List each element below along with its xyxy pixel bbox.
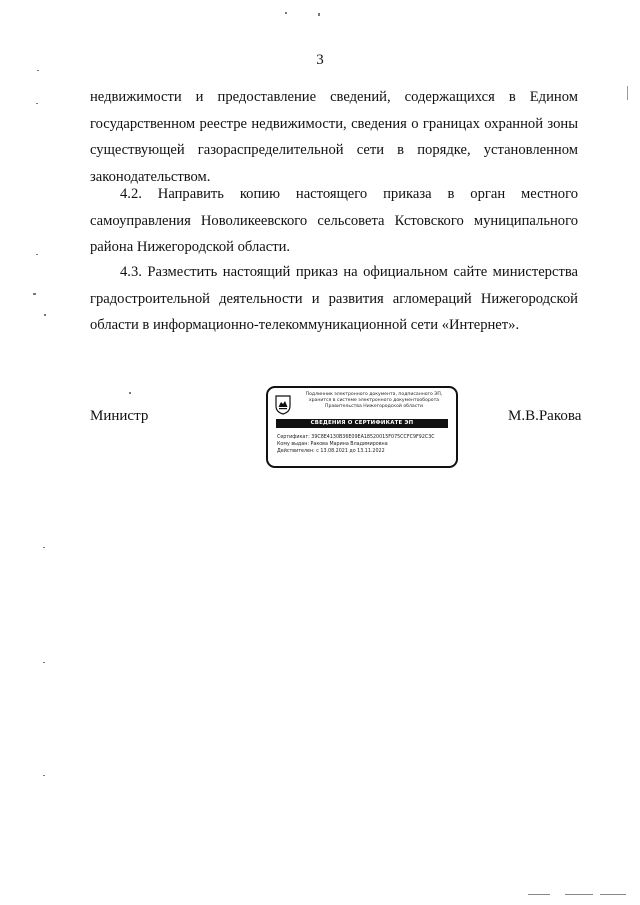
issued-to-row — [277, 442, 388, 448]
text-line: государственном реестре недвижимости, сведения о границах охранной зоны — [90, 115, 578, 132]
text-line: района Нижегородской области. — [90, 239, 291, 255]
certificate-row — [277, 435, 435, 441]
scan-speck — [129, 392, 131, 394]
issued-to-label: Кому выдан: — [277, 442, 309, 447]
text-line: самоуправления Новоликеевского сельсовета Кстовского муниципального — [90, 212, 578, 229]
stamp-header-line: Подлинник электронного документа, подписанного ЭП, — [305, 392, 443, 397]
scan-speck — [285, 12, 287, 14]
scan-speck — [43, 662, 45, 663]
signatory-name: М.В.Ракова — [508, 408, 582, 424]
scan-speck — [43, 775, 45, 776]
issued-to-value: Ракова Марина Владимировна — [310, 442, 388, 447]
scan-edge-line — [565, 894, 593, 895]
paragraph-4-3 — [90, 259, 578, 339]
certificate-label: Сертификат: — [277, 435, 310, 440]
validity-value: с 13.08.2021 до 13.11.2022 — [316, 449, 385, 454]
scan-speck — [36, 254, 38, 255]
validity-label: Действителен: — [277, 449, 315, 454]
text-line: существующей газораспределительной сети в порядке, установленном — [90, 142, 578, 158]
text-line: градостроительной деятельности и развития агломераций Нижегородской — [90, 290, 578, 307]
certificate-info-bar: СВЕДЕНИЯ О СЕРТИФИКАТЕ ЭП — [276, 419, 448, 428]
text-line: области в информационно-телекоммуникационной сети «Интернет». — [90, 317, 520, 333]
coat-of-arms-icon — [275, 395, 291, 415]
page-number: 3 — [316, 52, 324, 68]
stamp-header-line: Правительства Нижегородской области — [325, 404, 423, 410]
text-line: 4.2. Направить копию настоящего приказа в орган местного — [120, 186, 578, 202]
scan-edge-line — [528, 894, 550, 895]
scan-speck — [36, 103, 38, 104]
text-line: законодательством. — [90, 168, 211, 185]
paragraph-continuation — [90, 84, 578, 190]
scan-speck — [44, 314, 46, 316]
stamp-header-line: хранится в системе электронного документооборота — [308, 398, 440, 404]
validity-row — [277, 449, 385, 455]
signatory-title: Министр — [90, 408, 149, 424]
certificate-value: 39C8E4130B36E09EA18520015F075CCFC9F92C3C — [311, 435, 435, 440]
paragraph-4-2 — [90, 181, 578, 261]
text-line: 4.3. Разместить настоящий приказ на официальном сайте министерства — [120, 264, 578, 280]
scan-speck — [43, 547, 45, 548]
stamp-header — [294, 392, 454, 411]
scan-edge-line — [600, 894, 626, 895]
electronic-signature-stamp — [266, 386, 458, 468]
text-line: недвижимости и предоставление сведений, содержащихся в Едином — [90, 89, 578, 105]
scan-speck — [318, 13, 320, 16]
scan-speck — [33, 293, 36, 295]
right-margin-mark — [627, 86, 628, 100]
scan-speck — [37, 70, 39, 71]
